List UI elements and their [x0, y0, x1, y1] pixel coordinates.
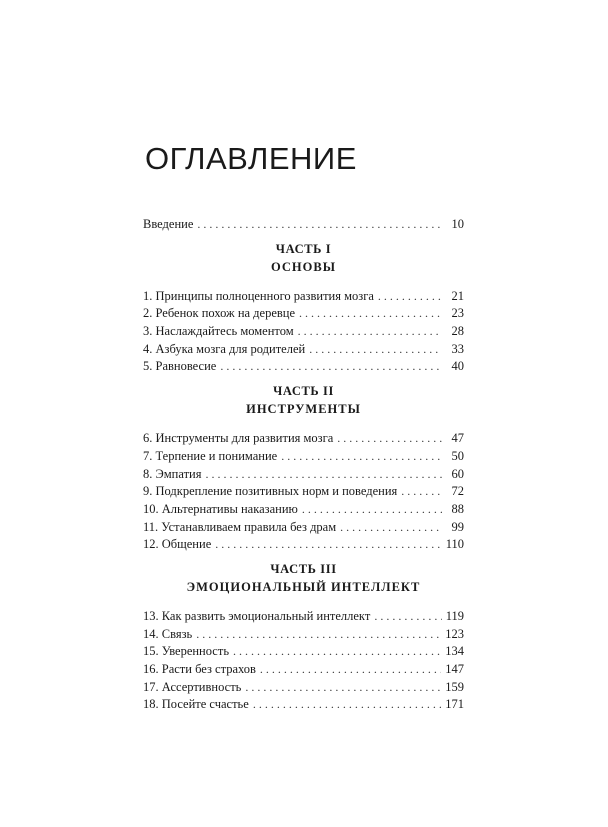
toc-entry[interactable] [143, 466, 464, 484]
toc-entry-title: 13. Как развить эмоциональный интеллект [143, 608, 371, 623]
toc-entry-page: 72 [451, 484, 464, 499]
toc-entry[interactable] [143, 305, 464, 323]
toc-entry[interactable] [143, 519, 464, 537]
toc-entry-page: 10 [451, 217, 464, 231]
toc-entry[interactable] [143, 608, 464, 626]
part-label: ЧАСТЬ II [273, 384, 334, 399]
dot-leader [374, 608, 441, 626]
toc-entry-title: 5. Равновесие [143, 359, 217, 374]
toc-entry[interactable] [143, 661, 464, 679]
dot-leader [215, 536, 441, 554]
dot-leader [340, 519, 442, 537]
toc-entry-page: 40 [451, 359, 464, 374]
toc-entry-title: 6. Инструменты для развития мозга [143, 431, 334, 446]
toc-entry-title: 9. Подкрепление позитивных норм и поведения [143, 484, 398, 499]
toc-entry-title: 7. Терпение и понимание [143, 448, 278, 463]
toc-entry[interactable] [143, 483, 464, 501]
toc-entry-intro[interactable] [143, 216, 464, 234]
toc-entry[interactable] [143, 501, 464, 519]
part-title: ЭМОЦИОНАЛЬНЫЙ ИНТЕЛЛЕКТ [186, 579, 421, 594]
toc-entry-title: 16. Расти без страхов [143, 662, 256, 676]
toc-entry-page: 123 [445, 626, 464, 641]
toc-entry[interactable] [143, 341, 464, 359]
dot-leader [196, 626, 441, 644]
dot-leader [378, 288, 442, 306]
toc-entry-page: 110 [445, 537, 464, 552]
part-label: ЧАСТЬ I [275, 241, 332, 256]
part-label: ЧАСТЬ III [270, 561, 337, 576]
toc-entry[interactable] [143, 430, 464, 448]
toc-entry-title: 1. Принципы полноценного развития мозга [143, 288, 374, 303]
toc-entry-page: 99 [451, 519, 464, 534]
toc-part-section [143, 560, 464, 714]
toc-entry-title: Введение [143, 217, 194, 231]
dot-leader [337, 430, 442, 448]
dot-leader [299, 305, 442, 323]
toc-entry-page: 33 [451, 341, 464, 356]
toc-entry[interactable] [143, 358, 464, 376]
toc-entry[interactable] [143, 323, 464, 341]
dot-leader [220, 358, 442, 376]
toc-entry[interactable] [143, 448, 464, 466]
toc-entry-page: 50 [451, 448, 464, 463]
toc-entry[interactable] [143, 536, 464, 554]
toc-entry-title: 12. Общение [143, 537, 212, 552]
dot-leader [205, 466, 442, 484]
toc-entry-title: 18. Посейте счастье [143, 697, 249, 712]
toc-entry-title: 10. Альтернативы наказанию [143, 501, 298, 516]
toc-entry[interactable] [143, 643, 464, 661]
toc-part-section [143, 382, 464, 554]
toc-entry-page: 171 [445, 697, 464, 712]
part-title: ОСНОВЫ [271, 259, 336, 274]
page-title: ОГЛАВЛЕНИЕ [145, 141, 357, 176]
toc-entry-title: 3. Наслаждайтесь моментом [143, 324, 294, 339]
toc-entry-page: 134 [445, 644, 464, 659]
toc-entry-page: 88 [451, 501, 464, 516]
dot-leader [309, 341, 442, 359]
toc-entry[interactable] [143, 626, 464, 644]
toc-entry-title: 2. Ребенок похож на деревце [143, 306, 296, 321]
dot-leader [401, 483, 442, 501]
dot-leader [197, 216, 442, 234]
table-of-contents [143, 216, 464, 714]
dot-leader [233, 643, 441, 661]
toc-entry-title: 15. Уверенность [143, 644, 230, 659]
toc-entry-page: 119 [445, 608, 464, 623]
toc-part-section [143, 240, 464, 376]
toc-parts [143, 240, 464, 714]
toc-entry-page: 23 [451, 306, 464, 321]
dot-leader [260, 661, 441, 679]
dot-leader [253, 696, 441, 714]
dot-leader [281, 448, 442, 466]
dot-leader [302, 501, 442, 519]
toc-entry[interactable] [143, 696, 464, 714]
dot-leader [245, 679, 441, 697]
toc-entry[interactable] [143, 679, 464, 697]
toc-entry-page: 159 [445, 679, 464, 694]
toc-entry-page: 47 [451, 431, 464, 446]
toc-entry-title: 8. Эмпатия [143, 466, 202, 481]
toc-entry-title: 4. Азбука мозга для родителей [143, 341, 306, 356]
toc-entry-page: 60 [451, 466, 464, 481]
dot-leader [298, 323, 442, 341]
part-title: ИНСТРУМЕНТЫ [246, 402, 361, 417]
toc-entry-title: 17. Ассертивность [143, 679, 242, 694]
toc-entry[interactable] [143, 288, 464, 306]
toc-entry-page: 28 [451, 324, 464, 339]
toc-entry-page: 147 [445, 662, 464, 676]
toc-entry-page: 21 [451, 288, 464, 303]
toc-entry-title: 14. Связь [143, 626, 193, 641]
toc-entry-title: 11. Устанавливаем правила без драм [143, 519, 337, 534]
